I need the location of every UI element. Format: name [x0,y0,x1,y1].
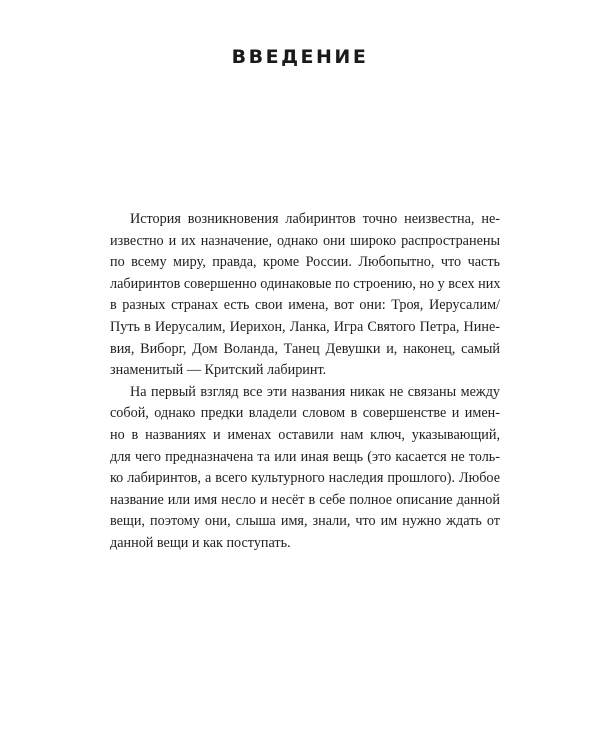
body-text [110,209,500,555]
paragraph-line: История возникновения лабиринтов точно неизвестна, не- [130,211,500,227]
chapter-title: ВВЕДЕНИЕ [231,46,369,68]
paragraph-line: известно и их назначение, однако они широко распространены [110,232,500,249]
paragraph-line: На первый взгляд все эти названия никак не связаны между [130,383,500,400]
paragraph-line: данной вещи и как поступать. [110,534,291,551]
paragraph-line: вия, Виборг, Дом Воланда, Танец Девушки и, наконец, самый [110,340,500,357]
paragraph-2 [110,382,500,555]
paragraph-line: по всему миру, правда, кроме России. Любопытно, что часть [110,254,500,271]
paragraph-line: в разных странах есть свои имена, вот они: Троя, Иерусалим/ [110,297,500,314]
paragraph-line: Путь в Иерусалим, Иерихон, Ланка, Игра Святого Петра, Нине- [110,318,500,335]
paragraph-line: для чего предназначена та или иная вещь (это касается не толь- [110,448,500,465]
paragraph-1 [110,209,500,382]
paragraph-line: собой, однако предки владели словом в совершенстве и имен- [110,405,500,422]
paragraph-line: но в названиях и именах оставили нам ключ, указывающий, [110,426,500,443]
paragraph-line: знаменитый — Критский лабиринт. [110,362,327,379]
paragraph-line: лабиринтов совершенно одинаковые по строению, но у всех них [110,275,501,292]
paragraph-line: ко лабиринтов, а всего культурного наследия прошлого). Любое [110,470,500,487]
paragraph-line: название или имя несло и несёт в себе полное описание данной [110,491,500,508]
paragraph-line: вещи, поэтому они, слыша имя, знали, что им нужно ждать от [110,513,500,530]
